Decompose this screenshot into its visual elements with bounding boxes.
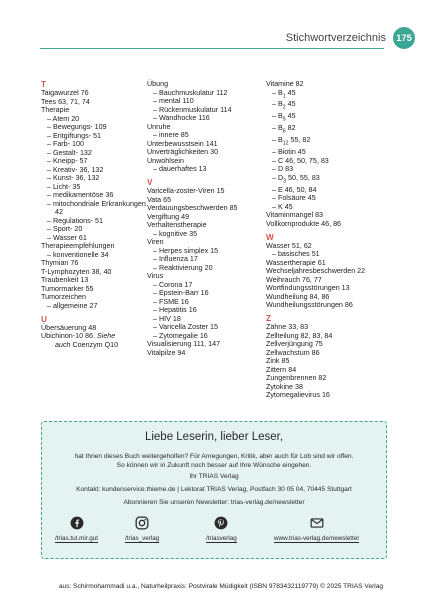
index-entry: Zytomegalievirus 16	[266, 391, 330, 400]
index-entry: Zungenbrennen 82	[266, 374, 327, 383]
index-subentry: – Kneipp- 57	[47, 157, 88, 165]
index-subentry: – basisches 51	[272, 250, 320, 259]
index-entry: Wundheilung 84, 86	[266, 292, 330, 301]
index-entry: Übersäuerung 48	[41, 323, 97, 332]
index-subentry: – dauerhaftes 13	[153, 165, 207, 173]
index-letter-heading: Z	[266, 314, 272, 324]
index-entry: Verhaltenstherapie	[147, 221, 207, 229]
reader-box-title: Liebe Leserin, lieber Leser,	[144, 431, 284, 443]
index-columns	[41, 80, 411, 400]
mail-icon	[310, 516, 324, 530]
index-subentry: – Herpes simplex 15	[153, 246, 219, 255]
index-subentry: – mental 110	[153, 97, 194, 105]
index-entry: Wechseljahresbeschwerden 22	[266, 267, 366, 276]
index-subentry: – Folsäure 45	[272, 194, 316, 203]
index-entry: Zytokine 38	[266, 382, 303, 391]
index-entry: Unverträglichkeiten 30	[147, 148, 219, 156]
index-subentry: – Farb- 100	[47, 140, 84, 148]
index-entry: Ubichinon-10 86. Siehe	[41, 332, 116, 340]
index-entry: Virus	[147, 272, 164, 280]
index-entry: Tumorzeichen	[41, 293, 86, 301]
index-entry: auch Coenzym Q10	[55, 340, 119, 349]
reader-feedback-box	[41, 421, 387, 559]
index-subentry: – Kreativ- 36, 132	[47, 165, 104, 174]
index-entry: Vitamine 82	[266, 80, 304, 88]
index-subentry: – mitochondriale Erkrankungen	[47, 199, 146, 208]
index-subentry: – Kunst- 36, 132	[47, 174, 100, 182]
index-entry: Wasser 51, 62	[266, 241, 312, 250]
index-entry: Therapieempfehlungen	[41, 242, 115, 250]
index-entry: Zellwachstum 86	[266, 348, 320, 357]
index-entry: Unterbewusstsein 141	[147, 139, 218, 148]
index-subentry: – Influenza 17	[153, 255, 198, 263]
index-entry: Weihrauch 76, 77	[266, 275, 322, 284]
index-subentry: – Licht- 35	[47, 182, 81, 191]
index-subentry: – $B_6$ 82	[272, 124, 296, 135]
index-subentry: – Varicella Zoster 15	[153, 323, 218, 331]
index-subentry: – Epstein-Barr 16	[153, 289, 209, 297]
index-subentry: – $B_2$ 45	[272, 100, 296, 111]
social-label: www.trias-verlag.de/newsletter	[274, 535, 360, 542]
index-subentry: – Rückenmuskulatur 114	[153, 105, 232, 114]
index-entry: Vitaminmangel 83	[266, 211, 324, 220]
index-entry: Thymian 76	[41, 259, 79, 267]
facebook-icon	[70, 516, 84, 530]
social-link-instagram[interactable]	[125, 516, 159, 543]
index-subentry: – Biotin 45	[272, 148, 306, 157]
index-entry: Varicella-zoster-Viren 15	[147, 187, 225, 195]
social-label: /trias_verlag	[125, 535, 160, 542]
index-letter-heading: T	[41, 80, 47, 89]
index-letter-heading: W	[266, 232, 274, 242]
index-entry: Vergiftung 49	[147, 212, 190, 221]
index-entry: Unruhe	[147, 122, 171, 131]
social-label: /trias.tut.mir.gut	[55, 535, 99, 542]
index-subentry: – Atem 20	[47, 114, 80, 123]
index-subentry: – Zytomegalie 16	[153, 331, 208, 340]
pinterest-icon	[214, 516, 228, 530]
index-entry: Wundheilungsstörungen 86	[266, 301, 353, 310]
index-column-2	[147, 80, 266, 400]
section-title: Stichwortverzeichnis	[285, 32, 386, 44]
index-subentry: – Gestalt- 132	[47, 148, 92, 157]
index-entry: Taigawurzel 76	[41, 89, 89, 97]
index-entry: Verdauungsbeschwerden 85	[147, 204, 238, 212]
index-letter-heading: V	[147, 178, 153, 187]
index-subentry: – innere 85	[153, 131, 189, 139]
index-subentry: – allgemeine 27	[47, 301, 98, 310]
index-entry: Zellverjüngung 75	[266, 340, 323, 349]
index-subentry: – $B_{12}$ 55, 82	[272, 136, 311, 147]
index-entry: Wortfindungsstörungen 13	[266, 284, 350, 293]
index-subentry: – C 46, 50, 75, 83	[272, 156, 329, 165]
index-entry: Übung	[147, 80, 169, 88]
index-entry: 42	[55, 208, 63, 216]
index-subentry: – Bauchmuskulatur 112	[153, 88, 228, 97]
index-entry: Zink 85	[266, 357, 290, 366]
social-link-facebook[interactable]	[55, 516, 98, 543]
index-entry: Traubenkeit 13	[41, 276, 89, 284]
index-entry: Tumormarker 55	[41, 284, 94, 293]
index-entry: Vollkornprodukte 46, 86	[266, 219, 342, 228]
index-subentry: – HIV 18	[153, 314, 181, 323]
reader-box-text: So können wir in Zukunft noch besser auf Ihre Wünsche eingehen.	[116, 461, 312, 469]
index-subentry: – K 45	[272, 202, 293, 211]
index-subentry: – medikamentöse 36	[47, 191, 114, 199]
index-subentry: – Sport- 20	[47, 225, 83, 233]
social-link-newsletter[interactable]	[274, 516, 359, 543]
index-entry: T-Lymphozyten 38, 40	[41, 267, 112, 276]
index-entry: Zähne 33, 83	[266, 323, 309, 332]
reader-box-signature: Ihr TRIAS Verlag	[189, 473, 239, 480]
index-subentry: – konventionelle 34	[47, 250, 109, 259]
index-entry: Zellteilung 82, 83, 84	[266, 331, 333, 340]
index-entry: Unwohlsein	[147, 156, 184, 165]
index-subentry: – Corona 17	[153, 280, 193, 289]
index-letter-heading: U	[41, 314, 47, 324]
index-subentry: – E 46, 50, 84	[272, 185, 317, 194]
index-subentry: – Wandhocke 116	[153, 114, 210, 122]
index-entry: Vata 65	[147, 195, 172, 204]
index-subentry: – D 83	[272, 165, 294, 174]
index-column-1	[41, 80, 147, 400]
index-subentry: – FSME 16	[153, 297, 189, 306]
index-entry: Tees 63, 71, 74	[41, 97, 90, 106]
index-subentry: – Bewegungs- 109	[47, 123, 107, 131]
index-entry: Viren	[147, 238, 164, 246]
social-links	[42, 516, 386, 556]
social-label: /triasverlag	[206, 535, 237, 542]
index-entry: Wassertherapie 61	[266, 258, 326, 267]
index-subentry: – Regulations- 51	[47, 216, 103, 225]
index-subentry: – Wasser 61	[47, 233, 87, 242]
reader-box-newsletter: Abonnieren Sie unseren Newsletter: trias-verlag.de/newsletter	[123, 499, 305, 506]
index-subentry: – $B_1$ 45	[272, 88, 296, 99]
index-subentry: – Hepatitis 16	[153, 306, 197, 314]
index-entry: Therapie	[41, 106, 70, 114]
index-column-3	[266, 80, 411, 400]
header-divider	[40, 48, 384, 49]
social-link-pinterest[interactable]	[206, 516, 237, 543]
index-entry: Zittern 84	[266, 365, 297, 374]
instagram-icon	[135, 516, 149, 530]
index-subentry: – $B_5$ 45	[272, 112, 296, 123]
page-number-badge: 175	[393, 27, 415, 49]
source-footer: aus: Schirmohammadi u.a., Naturheilpraxis: Postvirale Müdigkeit (ISBN 9783432119779) © 2025 TRIAS Verlag	[58, 583, 384, 590]
index-subentry: – kognitive 35	[153, 229, 198, 238]
index-subentry: – Entgiftungs- 51	[47, 131, 101, 140]
index-subentry: – $D_3$ 50, 55, 83	[272, 173, 320, 185]
index-subentry: – Reaktivierung 20	[153, 263, 213, 272]
index-entry: Vitalpilze 94	[147, 348, 186, 357]
reader-box-contact: Kontakt: kundenservice.thieme.de | Lektorat TRIAS Verlag, Postfach 30 05 04, 70445 Stuttgart	[76, 486, 352, 493]
index-entry: Visualisierung 111, 147	[147, 340, 221, 348]
reader-box-text: hat Ihnen dieses Buch weitergeholfen? Für Anregungen, Kritik, aber auch für Lob sind wir offen.	[74, 453, 354, 460]
